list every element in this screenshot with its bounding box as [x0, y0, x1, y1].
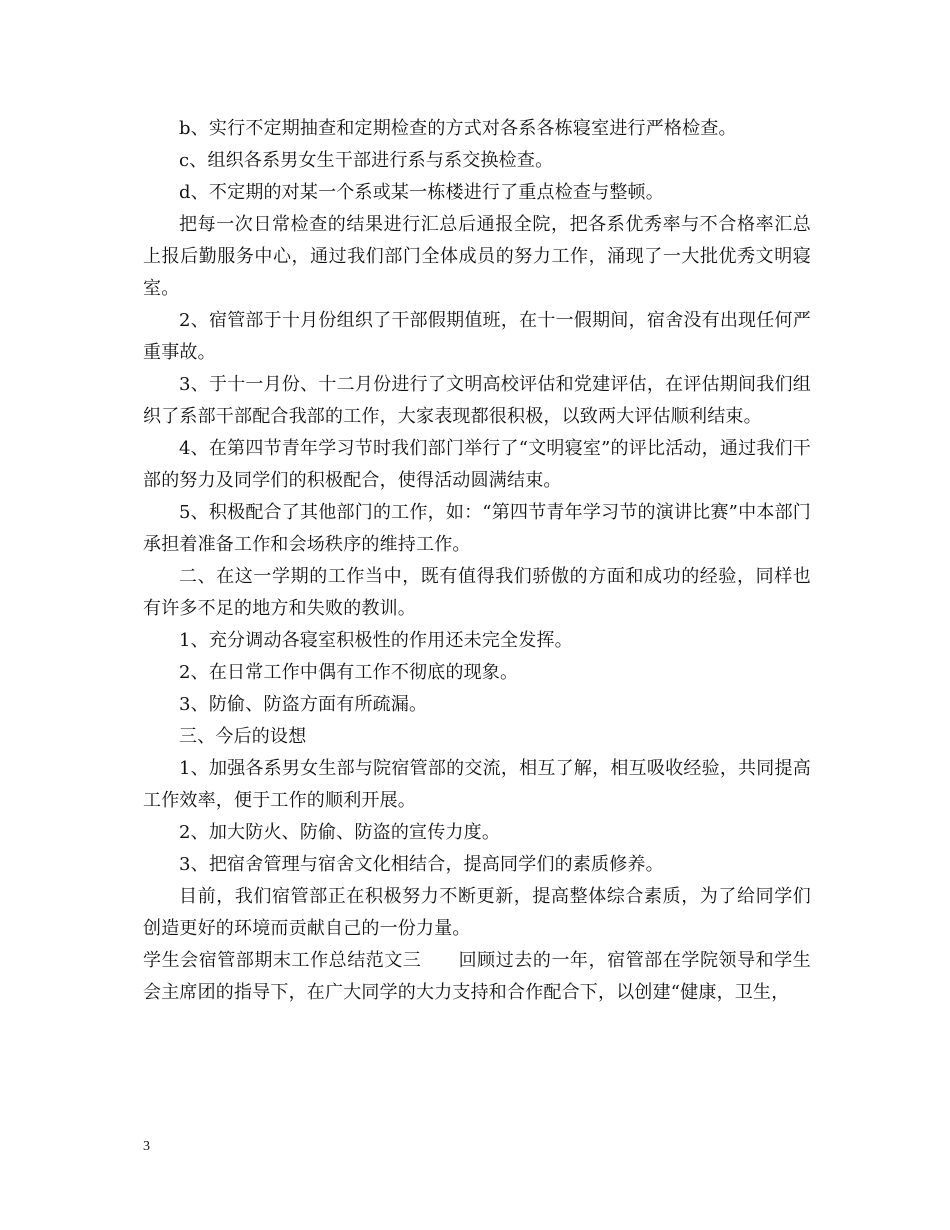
paragraph-item-d: d、不定期的对某一个系或某一栋楼进行了重点检查与整顿。 — [179, 182, 664, 203]
paragraph-item-c: c、组织各系男女生干部进行系与系交换检查。 — [179, 150, 554, 171]
document-body — [143, 113, 811, 1009]
paragraph-cooperation: 5、积极配合了其他部门的工作，如：“第四节青年学习节的演讲比赛”中本部门承担着准备工作和会场秩序的维持工作。 — [143, 502, 811, 555]
paragraph-current-status: 目前，我们宿管部正在积极努力不断更新，提高整体综合素质，为了给同学们创造更好的环境而贡献自己的一份力量。 — [143, 886, 811, 939]
page-number: 3 — [143, 1139, 150, 1154]
paragraph-holiday-duty: 2、宿管部于十月份组织了干部假期值班，在十一假期间，宿舍没有出现任何严重事故。 — [143, 310, 811, 363]
shortcoming-item-2: 2、在日常工作中偶有工作不彻底的现象。 — [179, 662, 519, 683]
section-heading-shortcomings: 二、在这一学期的工作当中，既有值得我们骄傲的方面和成功的经验，同样也有许多不足的地方和失败的教训。 — [143, 566, 811, 619]
future-plan-item-1: 1、加强各系男女生部与院宿管部的交流，相互了解，相互吸收经验，共同提高工作效率，便于工作的顺利开展。 — [143, 758, 811, 811]
future-plan-item-3: 3、把宿舍管理与宿舍文化相结合，提高同学们的素质修养。 — [179, 854, 664, 875]
shortcoming-item-3: 3、防偷、防盗方面有所疏漏。 — [179, 694, 428, 715]
paragraph-summary-three-intro: 学生会宿管部期末工作总结范文三 回顾过去的一年，宿管部在学院领导和学生会主席团的指导下，在广大同学的大力支持和合作配合下，以创建“健康，卫生， — [143, 950, 811, 1003]
paragraph-civilized-dorm-activity: 4、在第四节青年学习节时我们部门举行了“文明寝室”的评比活动，通过我们干部的努力及同学们的积极配合，使得活动圆满结束。 — [143, 438, 811, 491]
paragraph-item-b: b、实行不定期抽查和定期检查的方式对各系各栋寝室进行严格检查。 — [179, 118, 737, 139]
paragraph-daily-check-summary: 把每一次日常检查的结果进行汇总后通报全院，把各系优秀率与不合格率汇总上报后勤服务中心，通过我们部门全体成员的努力工作，涌现了一大批优秀文明寝室。 — [143, 214, 811, 299]
paragraph-evaluation: 3、于十一月份、十二月份进行了文明高校评估和党建评估，在评估期间我们组织了系部干部配合我部的工作，大家表现都很积极，以致两大评估顺利结束。 — [143, 374, 811, 427]
shortcoming-item-1: 1、充分调动各寝室积极性的作用还未完全发挥。 — [179, 630, 573, 651]
section-heading-future-plans: 三、今后的设想 — [179, 726, 307, 747]
future-plan-item-2: 2、加大防火、防偷、防盗的宣传力度。 — [179, 822, 501, 843]
